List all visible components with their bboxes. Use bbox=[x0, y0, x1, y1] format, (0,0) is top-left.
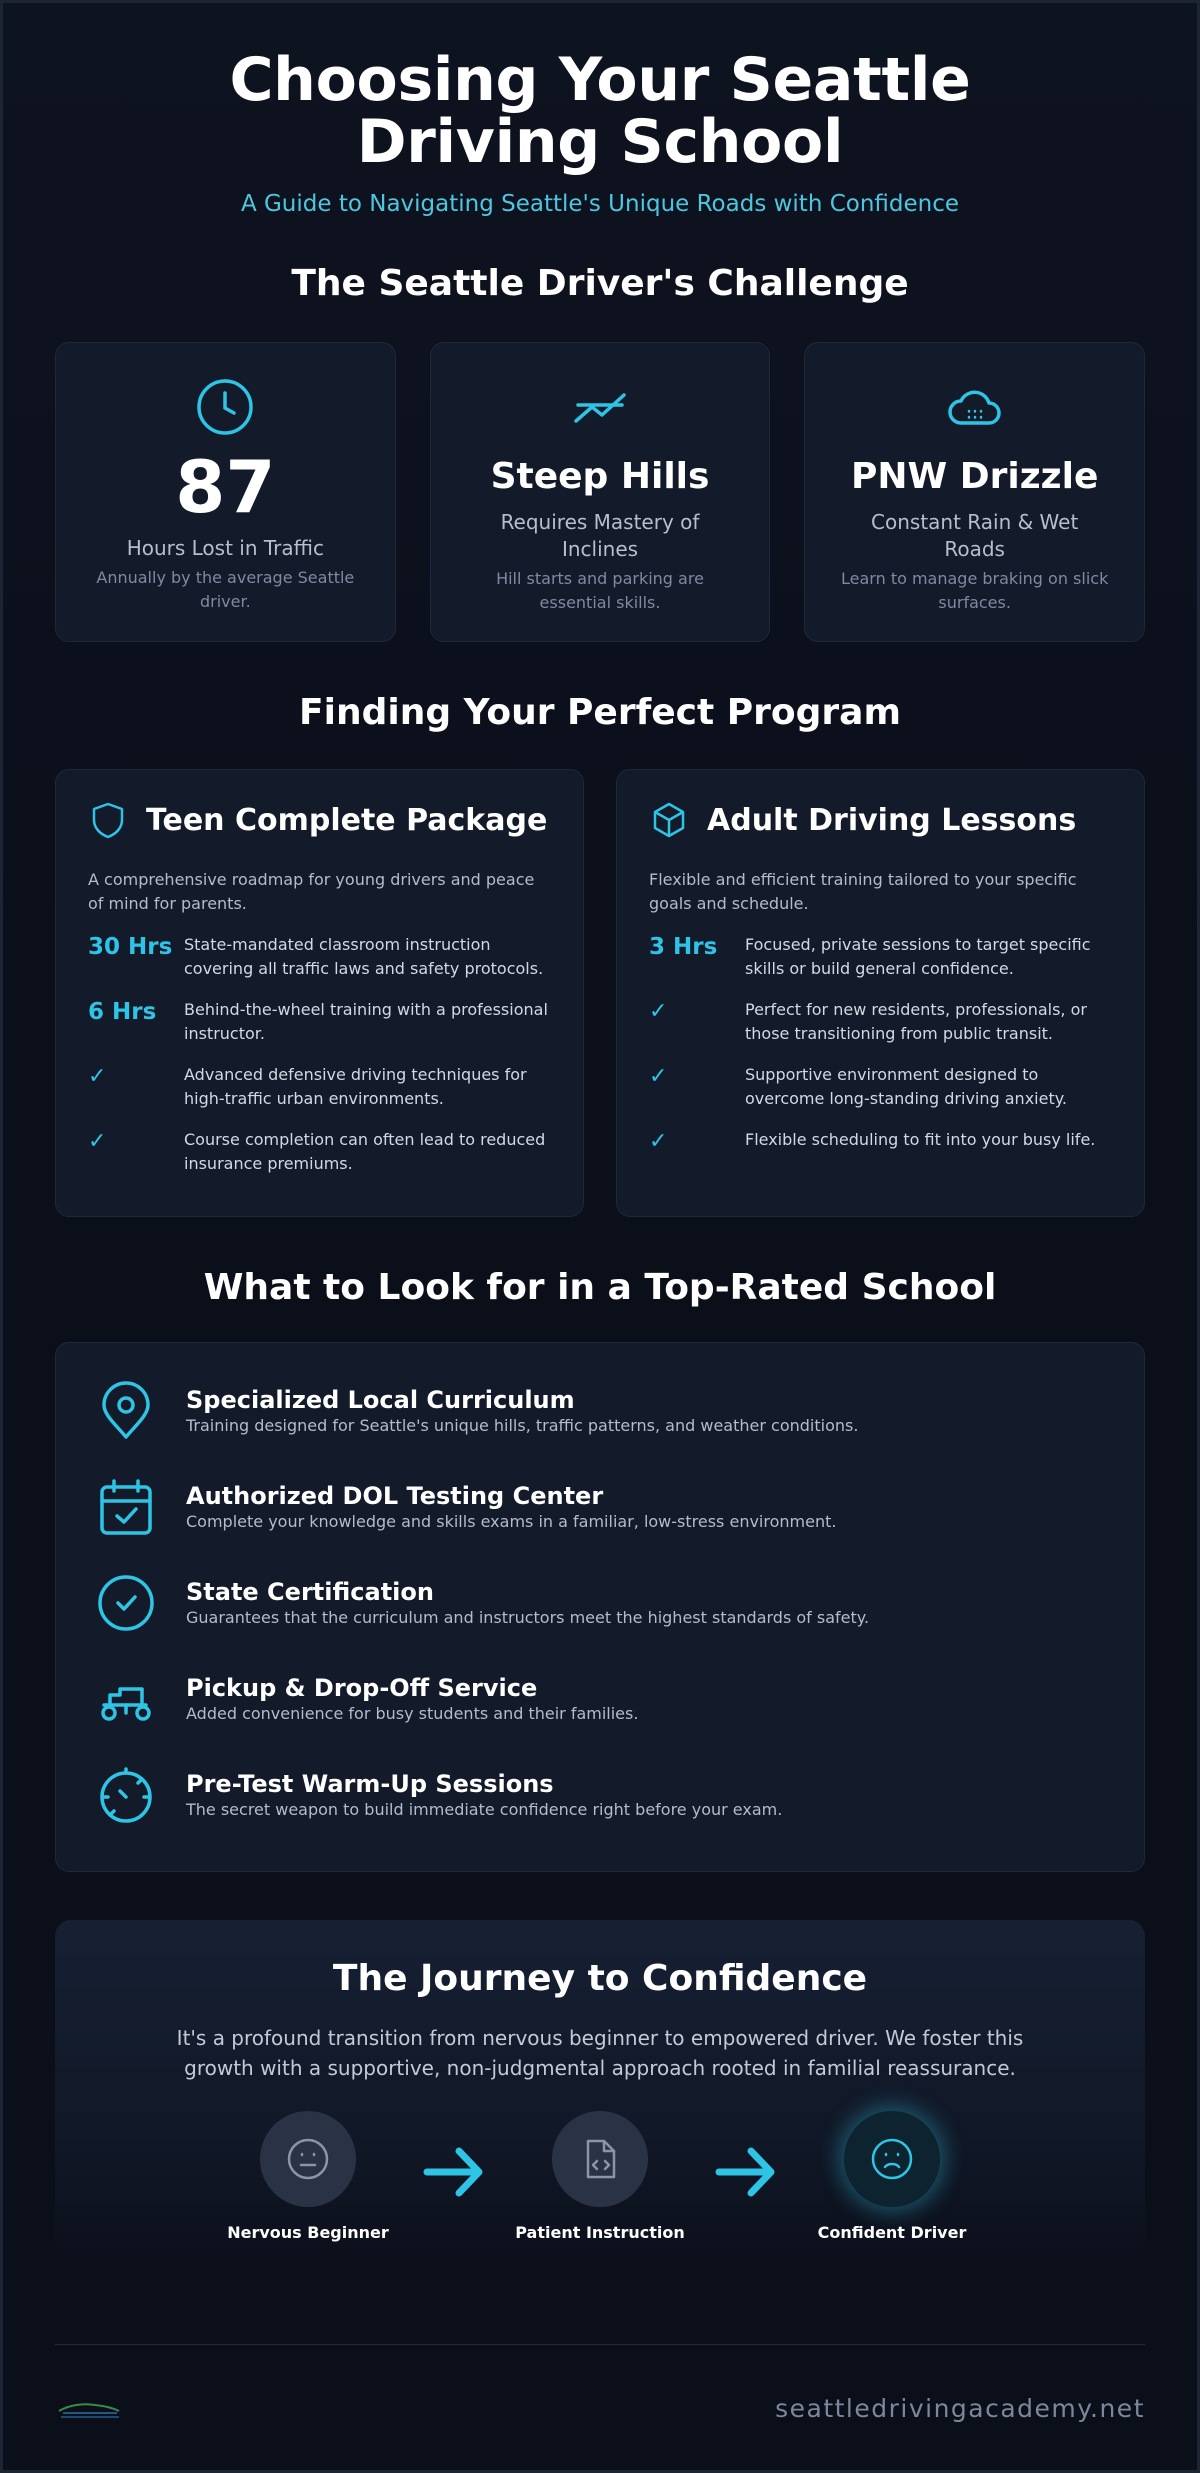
feature-item bbox=[96, 1667, 1104, 1731]
program-title: Adult Driving Lessons bbox=[707, 802, 1077, 838]
program-intro: Flexible and efficient training tailored to your specific goals and schedule. bbox=[649, 870, 1077, 913]
program-row-text: Perfect for new residents, professionals, or those transitioning from public transit. bbox=[745, 1000, 1087, 1043]
program-row bbox=[88, 1063, 551, 1111]
calendar-check-icon bbox=[96, 1477, 156, 1537]
journey-step-label: Patient Instruction bbox=[515, 2223, 685, 2242]
check-circle-icon bbox=[96, 1573, 156, 1633]
stat-value: 87 bbox=[175, 445, 276, 529]
program-row bbox=[649, 1063, 1112, 1111]
program-header bbox=[649, 800, 1112, 840]
program-row-text: State-mandated classroom instruction covering all traffic laws and safety protocols. bbox=[184, 935, 544, 978]
program-row bbox=[88, 998, 551, 1046]
feature-list bbox=[55, 1342, 1145, 1872]
feature-title: Pre-Test Warm-Up Sessions bbox=[186, 1770, 554, 1798]
program-card-teen bbox=[55, 769, 584, 1217]
feature-desc: Guarantees that the curriculum and instructors meet the highest standards of safety. bbox=[186, 1608, 870, 1627]
program-title: Teen Complete Package bbox=[146, 802, 548, 838]
challenge-stats bbox=[3, 342, 1197, 642]
arrow-right-icon bbox=[700, 2111, 792, 2205]
arrow-right-icon bbox=[408, 2111, 500, 2205]
shield-icon bbox=[88, 800, 128, 840]
stat-value: PNW Drizzle bbox=[850, 456, 1099, 497]
journey-step-label: Confident Driver bbox=[817, 2223, 967, 2242]
site-url[interactable]: seattledrivingacademy.net bbox=[775, 2393, 1145, 2423]
program-row bbox=[649, 1128, 1112, 1156]
timer-icon bbox=[96, 1765, 156, 1825]
program-row-key: 6 Hrs bbox=[88, 999, 157, 1025]
face-icon bbox=[870, 2137, 914, 2181]
rain-cloud-icon bbox=[945, 377, 1005, 437]
feature-desc: Complete your knowledge and skills exams in a familiar, low-stress environment. bbox=[186, 1512, 837, 1531]
map-pin-icon bbox=[96, 1381, 156, 1441]
feature-title: Authorized DOL Testing Center bbox=[186, 1482, 604, 1510]
journey-step bbox=[208, 2111, 408, 2242]
program-row-text: Course completion can often lead to reduced insurance premiums. bbox=[184, 1130, 546, 1173]
journey-section bbox=[55, 1920, 1145, 2272]
program-row bbox=[649, 933, 1112, 981]
feature-desc: Training designed for Seattle's unique hills, traffic patterns, and weather conditions. bbox=[186, 1416, 859, 1435]
program-row bbox=[649, 998, 1112, 1046]
stat-desc: Learn to manage braking on slick surfaces. bbox=[841, 569, 1109, 612]
program-row-key: 30 Hrs bbox=[88, 934, 173, 960]
stat-card-rain bbox=[804, 342, 1145, 642]
program-row bbox=[88, 1128, 551, 1176]
cube-icon bbox=[649, 800, 689, 840]
check-icon: ✓ bbox=[649, 1129, 668, 1154]
stat-desc: Hill starts and parking are essential skills. bbox=[496, 569, 704, 612]
feature-title: Pickup & Drop-Off Service bbox=[186, 1674, 538, 1702]
page-subtitle: A Guide to Navigating Seattle's Unique Roads with Confidence bbox=[240, 191, 960, 217]
feature-item bbox=[96, 1475, 1104, 1539]
feature-item bbox=[96, 1763, 1104, 1827]
program-card-adult bbox=[616, 769, 1145, 1217]
program-cards bbox=[3, 769, 1197, 1217]
feature-item bbox=[96, 1571, 1104, 1635]
feature-item bbox=[96, 1379, 1104, 1443]
stat-label: Constant Rain & Wet Roads bbox=[871, 510, 1079, 561]
check-icon: ✓ bbox=[649, 1064, 668, 1089]
journey-title: The Journey to Confidence bbox=[332, 1958, 868, 1999]
program-row-text: Focused, private sessions to target specific skills or build general confidence. bbox=[745, 935, 1091, 978]
code-file-icon bbox=[578, 2137, 622, 2181]
journey-step bbox=[500, 2111, 700, 2242]
challenge-title: The Seattle Driver's Challenge bbox=[291, 263, 909, 304]
journey-text: It's a profound transition from nervous beginner to empowered driver. We foster this growth with a supportive, non-judgmental approach rooted in familial reassurance. bbox=[176, 2026, 1024, 2080]
feature-desc: Added convenience for busy students and their families. bbox=[186, 1704, 639, 1723]
stat-label: Hours Lost in Traffic bbox=[126, 536, 324, 560]
footer bbox=[3, 2345, 1197, 2423]
car-icon bbox=[96, 1669, 156, 1729]
stat-desc: Annually by the average Seattle driver. bbox=[96, 568, 355, 611]
neutral-face-icon bbox=[286, 2137, 330, 2181]
program-row-text: Behind-the-wheel training with a professional instructor. bbox=[184, 1000, 548, 1043]
check-icon: ✓ bbox=[88, 1129, 107, 1154]
program-intro: A comprehensive roadmap for young drivers and peace of mind for parents. bbox=[88, 870, 535, 913]
program-row-key: 3 Hrs bbox=[649, 934, 718, 960]
feature-title: Specialized Local Curriculum bbox=[186, 1386, 575, 1414]
journey-step-label: Nervous Beginner bbox=[227, 2223, 389, 2242]
journey-step bbox=[792, 2111, 992, 2242]
program-row-text: Flexible scheduling to fit into your busy life. bbox=[745, 1130, 1096, 1149]
program-row-text: Supportive environment designed to overcome long-standing driving anxiety. bbox=[745, 1065, 1067, 1108]
programs-title: Finding Your Perfect Program bbox=[299, 692, 901, 733]
journey-steps bbox=[55, 2111, 1145, 2242]
page-title: Choosing Your Seattle Driving School bbox=[229, 45, 971, 177]
school-title: What to Look for in a Top-Rated School bbox=[203, 1267, 997, 1308]
trend-icon bbox=[570, 377, 630, 437]
stat-card-traffic bbox=[55, 342, 396, 642]
stat-card-hills bbox=[430, 342, 771, 642]
program-row bbox=[88, 933, 551, 981]
stat-label: Requires Mastery of Inclines bbox=[500, 510, 700, 561]
stat-value: Steep Hills bbox=[490, 456, 710, 497]
program-row-text: Advanced defensive driving techniques for high-traffic urban environments. bbox=[184, 1065, 527, 1108]
check-icon: ✓ bbox=[649, 999, 668, 1024]
program-header bbox=[88, 800, 551, 840]
check-icon: ✓ bbox=[88, 1064, 107, 1089]
feature-desc: The secret weapon to build immediate confidence right before your exam. bbox=[186, 1800, 783, 1819]
logo-icon bbox=[55, 2393, 123, 2423]
hero bbox=[3, 3, 1197, 217]
feature-title: State Certification bbox=[186, 1578, 434, 1606]
clock-icon bbox=[195, 377, 255, 437]
